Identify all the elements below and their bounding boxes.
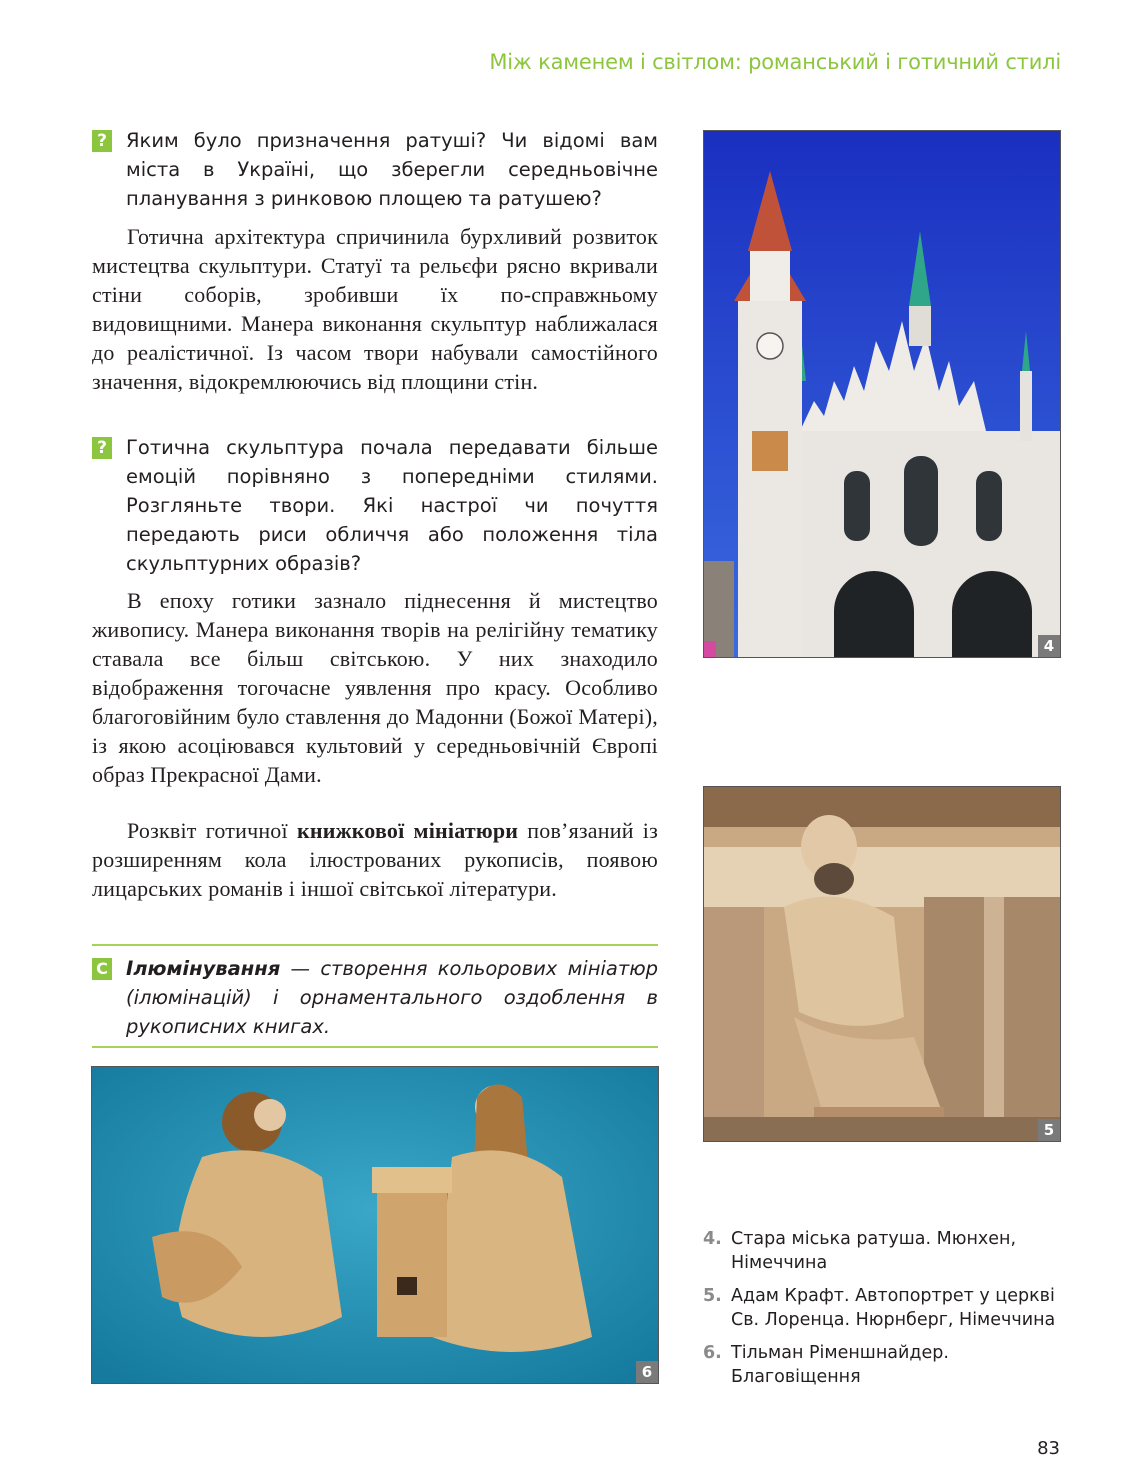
definition-icon: С <box>92 958 112 980</box>
miniature-term: книжкової мініатюри <box>296 818 519 843</box>
question-block-1 <box>92 126 658 213</box>
definition-text: — створення кольорових мініатюр (ілюмінацій) і орнаментального оздоблення в рукописних книгах. <box>126 957 658 1038</box>
figure-captions <box>703 1227 1083 1398</box>
figure-number-4: 4 <box>1038 635 1060 657</box>
definition-illumination <box>126 954 658 1041</box>
paragraph-painting: В епоху готики зазнало піднесення й мистецтво живопису. Манера виконання творів на релігійну тематику ставала все більш світською. У них знаходило відображення тогочасне уявлення про красу. Особливо благоговійним було ставлення до Мадонни (Божої Матері), із якою асоціювався культовий у середньовічній Європі образ Прекрасної Дами. <box>92 588 658 787</box>
question-icon: ? <box>92 130 112 152</box>
question-text-1: Яким було призначення ратуші? Чи відомі вам міста в Україні, що зберегли середньовічне планування з ринковою площею та ратушею? <box>126 129 658 210</box>
miniature-text-end: пов’язаний із розширенням кола ілюстрованих рукописів, появою лицарських романів і іншої світської літератури. <box>92 818 658 901</box>
caption-text: Тільман Ріменшнайдер. Благовіщення <box>731 1343 949 1387</box>
paragraph-sculpture: Готична архітектура спричинила бурхливий розвиток мистецтва скульптури. Статуї та рельєфи рясно вкривали стіни соборів, зробивши їх по-справжньому видовищними. Манера виконання скульптур наближалася до реалістичної. Із часом твори набували самостійного значення, відокремлюючись від площини стін. <box>92 224 658 394</box>
miniature-text-start: Розквіт готичної <box>127 818 297 843</box>
chapter-title: Між каменем і світлом: романський і готичний стилі <box>489 50 1061 74</box>
caption-number: 6. <box>703 1343 722 1363</box>
page-number: 83 <box>1037 1438 1060 1459</box>
definition-top-rule <box>92 944 658 946</box>
caption-number: 4. <box>703 1229 722 1249</box>
caption-6 <box>703 1341 1083 1389</box>
photo-adam-kraft-self-portrait <box>703 786 1061 1142</box>
paragraph-miniature <box>92 816 658 903</box>
caption-5 <box>703 1284 1083 1332</box>
question-text-2: Готична скульптура почала передавати більше емоцій порівняно з попередніми стилями. Розгляньте твори. Які настрої чи почуття передають риси обличчя або положення тіла скульптурних образів? <box>126 436 658 575</box>
photo-old-town-hall <box>703 130 1061 658</box>
definition-bottom-rule <box>92 1046 658 1048</box>
definition-term: Ілюмінування <box>126 957 281 980</box>
caption-text: Адам Крафт. Автопортрет у церкві Св. Лоренца. Нюрнберг, Німеччина <box>731 1286 1056 1330</box>
question-icon: ? <box>92 437 112 459</box>
figure-number-5: 5 <box>1038 1119 1060 1141</box>
caption-number: 5. <box>703 1286 722 1306</box>
photo-annunciation-sculpture <box>91 1066 659 1384</box>
caption-text: Стара міська ратуша. Мюнхен, Німеччина <box>731 1229 1017 1273</box>
caption-4 <box>703 1227 1083 1275</box>
figure-number-6: 6 <box>636 1361 658 1383</box>
question-block-2 <box>92 433 658 578</box>
